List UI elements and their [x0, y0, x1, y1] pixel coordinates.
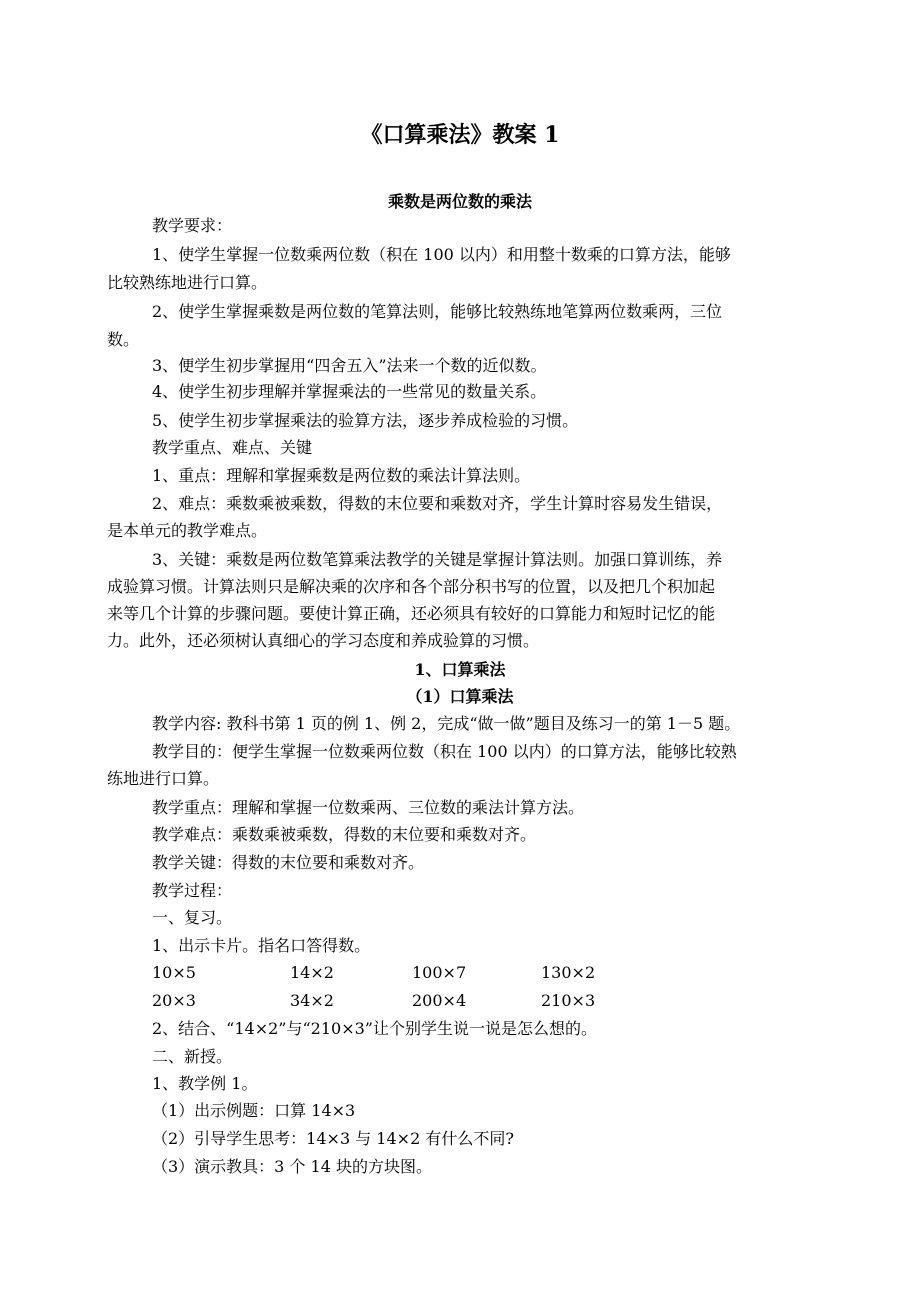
- review-heading: 一、复习。: [152, 908, 233, 927]
- requirement-1-line-1: 1、使学生掌握一位数乘两位数（积在 100 以内）和用整十数乘的口算方法，能够: [152, 245, 731, 264]
- exercise-item: 130×2: [541, 963, 596, 982]
- key-point-2-line-2: 是本单元的教学难点。: [107, 521, 268, 540]
- teaching-goal-line-2: 练地进行口算。: [107, 769, 220, 788]
- requirement-1-line-2: 比较熟练地进行口算。: [107, 273, 268, 292]
- key-point-3-line-2: 成验算习惯。计算法则只是解决乘的次序和各个部分积书写的位置，以及把几个积加起: [107, 577, 716, 596]
- key-point-3-line-1: 3、关键：乘数是两位数笔算乘法教学的关键是掌握计算法则。加强口算训练，养: [152, 550, 723, 569]
- key-point-3-line-3: 来等几个计算的步骤问题。要使计算正确，还必须具有较好的口算能力和短时记忆的能: [107, 604, 716, 623]
- key-points-heading: 教学重点、难点、关键: [152, 438, 313, 457]
- exercise-item: 14×2: [290, 963, 334, 982]
- requirements-heading: 教学要求：: [152, 216, 233, 235]
- cards-instruction: 1、出示卡片。指名口答得数。: [152, 936, 371, 955]
- exercise-item: 200×4: [412, 991, 467, 1010]
- teaching-key: 教学关键：得数的末位要和乘数对齐。: [152, 853, 425, 872]
- teaching-content: 教学内容: 教科书第 1 页的例 1、例 2，完成“做一做”题目及练习一的第 1－5 题。: [152, 714, 741, 733]
- key-point-1: 1、重点：理解和掌握乘数是两位数的乘法计算法则。: [152, 466, 531, 485]
- requirement-2-line-1: 2、使学生掌握乘数是两位数的笔算法则，能够比较熟练地笔算两位数乘两，三位: [152, 302, 723, 321]
- exercise-item: 210×3: [541, 991, 596, 1010]
- step-1: （1）出示例题：口算 14×3: [152, 1101, 356, 1120]
- section-subheading: （1）口算乘法: [406, 687, 514, 706]
- document-title: 《口算乘法》教案 1: [360, 122, 560, 148]
- teaching-focus: 教学重点：理解和掌握一位数乘两、三位数的乘法计算方法。: [152, 798, 585, 817]
- exercise-item: 100×7: [412, 963, 467, 982]
- requirement-5: 5、使学生初步掌握乘法的验算方法，逐步养成检验的习惯。: [152, 411, 579, 430]
- subtitle: 乘数是两位数的乘法: [387, 192, 532, 211]
- review-question: 2、结合、“14×2”与“210×3”让个别学生说一说是怎么想的。: [152, 1019, 597, 1038]
- requirement-2-line-2: 数。: [107, 330, 140, 349]
- requirement-3: 3、便学生初步掌握用“四舍五入”法来一个数的近似数。: [152, 356, 547, 375]
- teaching-difficulty: 教学难点：乘数乘被乘数，得数的末位要和乘数对齐。: [152, 825, 537, 844]
- teaching-process: 教学过程：: [152, 881, 233, 900]
- requirement-4: 4、使学生初步理解并掌握乘法的一些常见的数量关系。: [152, 382, 547, 401]
- section-heading: 1、口算乘法: [414, 660, 506, 679]
- exercise-item: 10×5: [152, 963, 196, 982]
- teaching-goal-line-1: 教学目的：便学生掌握一位数乘两位数（积在 100 以内）的口算方法，能够比较熟: [152, 742, 737, 761]
- exercise-item: 20×3: [152, 991, 196, 1010]
- key-point-3-line-4: 力。此外，还必须树认真细心的学习态度和养成验算的习惯。: [107, 631, 540, 650]
- example-1-heading: 1、教学例 1。: [152, 1074, 258, 1093]
- key-point-2-line-1: 2、难点：乘数乘被乘数，得数的末位要和乘数对齐，学生计算时容易发生错误，: [152, 494, 723, 513]
- new-lesson-heading: 二、新授。: [152, 1047, 233, 1066]
- exercise-item: 34×2: [290, 991, 334, 1010]
- step-2: （2）引导学生思考：14×3 与 14×2 有什么不同?: [152, 1129, 514, 1148]
- step-3: （3）演示教具：3 个 14 块的方块图。: [152, 1157, 432, 1176]
